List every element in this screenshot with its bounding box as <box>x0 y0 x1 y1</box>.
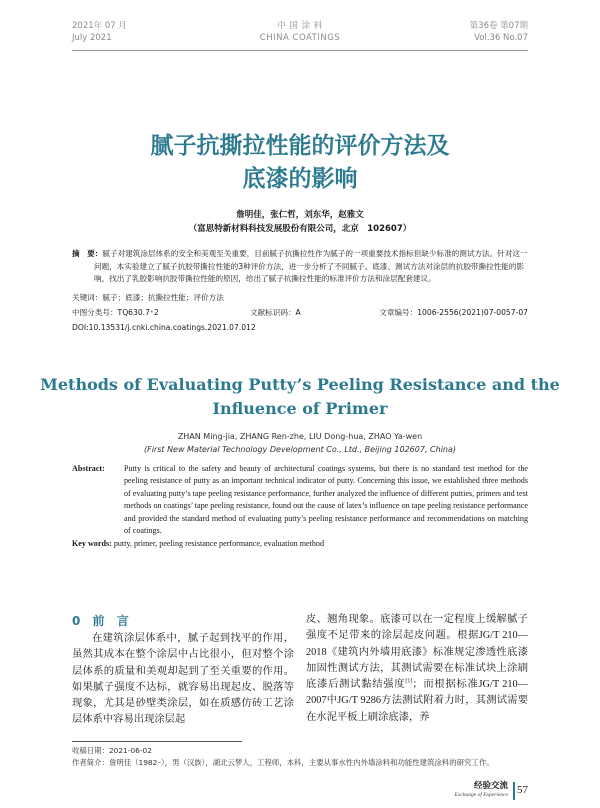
header-divider <box>72 50 528 51</box>
intro-column-left <box>72 631 294 729</box>
intro-text-continued: 皮、翘角现象。底漆可以在一定程度上缓解腻子强度不足带来的涂层起皮问题。根据JG/T 210—2018《建筑内外墙用底漆》标准规定渗透性底漆加固性测试方法，其测试需要在标准试块上涂刷底漆后测试黏结强度 <box>306 614 528 691</box>
en-title-line1: Methods of Evaluating Putty’s Peeling Resistance and the <box>40 375 560 394</box>
cn-doc-code: 文献标识码：A <box>250 308 301 317</box>
header-volume-cn: 第36卷 第07期 <box>469 21 528 31</box>
cn-keywords-text: 腻子；底漆；抗撕拉性能；评价方法 <box>102 293 224 302</box>
intro-paragraph: 在建筑涂层体系中，腻子起到找平的作用，虽然其成本在整个涂层中占比很小，但对整个涂层体系的质量和美观却起到了至关重要的作用。如果腻子强度不达标，就容易出现起皮、脱落等现象，尤其是砂壁类涂层，如在质感仿砖工艺涂层体系中容易出现涂层起 <box>72 633 294 726</box>
header-date-cn: 2021年 07 月 <box>72 21 127 31</box>
cn-clc-number: 中图分类号：TQ630.7⁺2 <box>72 308 159 317</box>
cn-title <box>0 130 600 196</box>
intro-column-right <box>306 612 528 726</box>
cn-abstract <box>72 248 528 286</box>
footer-accent-bar <box>513 782 515 800</box>
header-volume-en: Vol.36 No.07 <box>474 33 528 43</box>
en-abstract-label: Abstract: <box>72 464 105 473</box>
cn-keywords-label: 关键词： <box>72 293 103 302</box>
en-keywords <box>72 538 528 550</box>
en-authors: ZHAN Ming-jia, ZHANG Ren-zhe, LIU Dong-hua, ZHAO Ya-wen <box>177 432 423 441</box>
cn-doi: DOI:10.13531/j.cnki.china.coatings.2021.07.012 <box>72 323 256 332</box>
footer-section-label <box>455 782 508 800</box>
citation-ref[interactable]: [1] <box>405 678 413 685</box>
cn-keywords <box>72 292 224 304</box>
cn-affiliation: （富思特新材料科技发展股份有限公司，北京 102607） <box>188 224 412 234</box>
cn-title-line1: 腻子抗撕拉性能的评价方法及 <box>150 133 450 159</box>
en-abstract-text: Putty is critical to the safety and beauty of architectural coatings systems, but there is no standard test method for the peeling resistance of putty as an important technical indicator of putty. Concerning this issue, we established three methods of evaluating putty’s tape peeling resistance performance, further analyzed the influence of different putties, primers and test methods on coatings’ tape peeling resistance, found out the cause of latex’s influence on tape peeling resistance performance and provided the standard method of evaluating putty’s peeling resistance performance and recommendations on matching of coatings. <box>124 464 528 536</box>
intro-text-continued-2: ；而根据标准JG/T 210—2007中JG/T 9286方法测试附着力时，其测试需要在水泥平板上刷涂底漆，养 <box>306 679 529 723</box>
en-abstract <box>72 463 528 537</box>
cn-article-number: 文章编号：1006-2556(2021)07-0057-07 <box>379 308 528 317</box>
header-journal-en: CHINA COATINGS <box>259 33 341 43</box>
cn-authors: 詹明佳，张仁哲，刘东华，赵雅文 <box>236 210 364 220</box>
header-journal-cn: 中 国 涂 料 <box>277 21 323 31</box>
footer-section-en: Exchange of Experience <box>454 792 508 798</box>
section-heading-introduction: 0 前 言 <box>72 614 133 628</box>
en-title-line2: Influence of Primer <box>212 399 388 418</box>
cn-abstract-text: 腻子对建筑涂层体系的安全和美观至关重要，目前腻子抗撕拉性作为腻子的一项重要技术指标但缺少标准的测试方法。针对这一问题，本实验建立了腻子抗胶带撕拉性能的3种评价方法，进一步分析了不同腻子、底漆、测试方法对涂层的抗胶带撕拉性能的影响，找出了乳胶影响抗胶带撕拉性能的原因，给出了腻子抗撕拉性能的标准评价方法和涂层配套建议。 <box>94 249 528 283</box>
header-date-en: July 2021 <box>72 33 112 43</box>
cn-abstract-label: 摘 要： <box>72 249 103 258</box>
en-keywords-text: putty, primer, peeling resistance performance, evaluation method <box>113 539 325 548</box>
footnote-divider <box>72 741 242 742</box>
footnote-author-bio: 作者简介：詹明佳（1982–），男（汉族），湖北云梦人，工程师，本科，主要从事水性内外墙涂料和功能性建筑涂料的研究工作。 <box>72 758 494 767</box>
en-title <box>0 373 600 421</box>
footer-section-cn: 经验交流 <box>473 781 508 791</box>
footnote-received-date: 收稿日期：2021-06-02 <box>72 746 152 755</box>
header-volume <box>470 20 528 44</box>
en-keywords-label: Key words: <box>72 539 112 548</box>
page-number: 57 <box>517 784 528 796</box>
cn-title-line2: 底漆的影响 <box>242 166 358 192</box>
en-affiliation: (First New Material Technology Development Co., Ltd., Beijing 102607, China) <box>143 445 457 454</box>
